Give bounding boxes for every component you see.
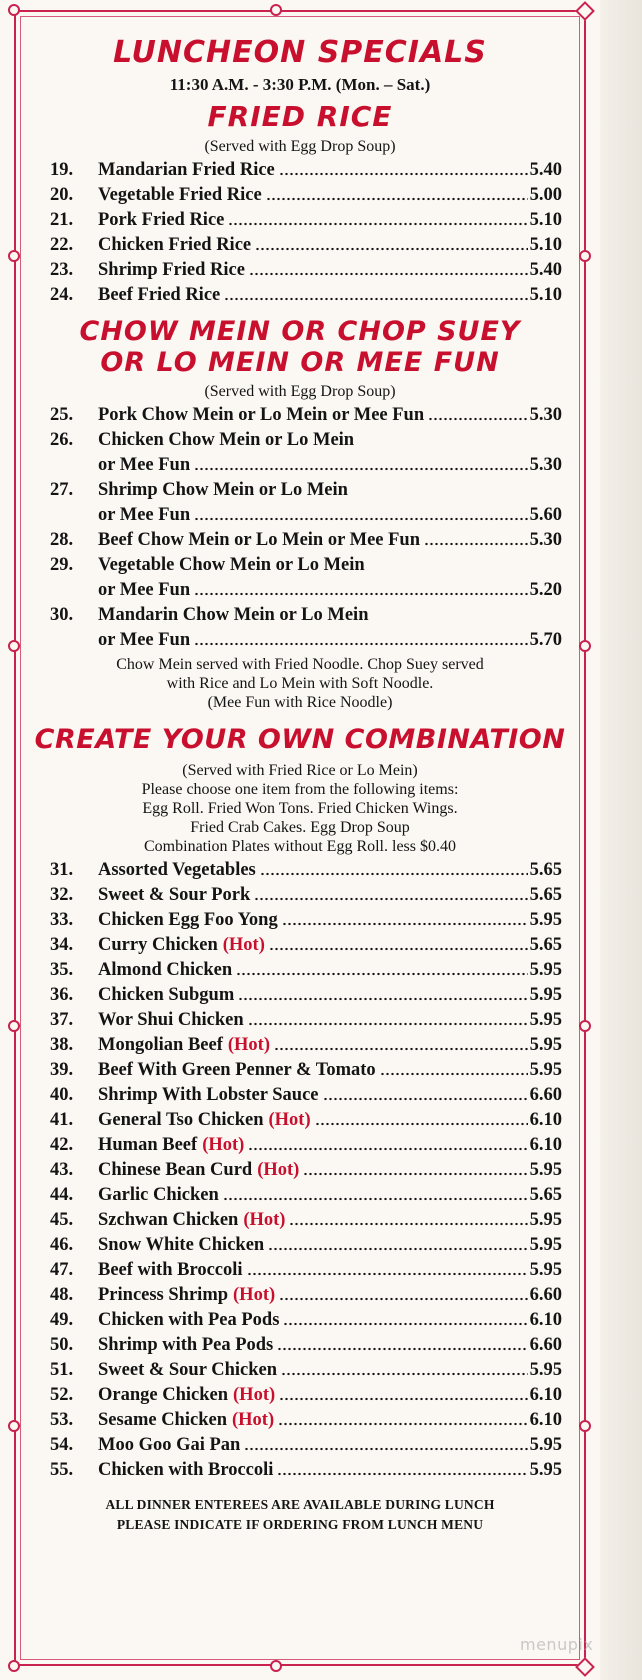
note-line: Please choose one item from the following items: xyxy=(141,780,459,798)
dot-leader xyxy=(238,996,527,1002)
item-number: 49. xyxy=(50,1309,74,1330)
item-name-text: Chicken Egg Foo Yong xyxy=(98,909,278,930)
dot-leader xyxy=(255,246,528,252)
item-name: Vegetable Chow Mein or Lo Mein xyxy=(98,554,365,575)
footnote-line: with Rice and Lo Mein with Soft Noodle. xyxy=(166,674,434,692)
item-name-text: Curry Chicken xyxy=(98,934,218,955)
item-price: 5.65 xyxy=(529,884,562,905)
dot-leader xyxy=(194,641,527,647)
menu-item xyxy=(30,908,570,933)
menu-item xyxy=(30,158,570,183)
dot-leader xyxy=(194,466,527,472)
dot-leader xyxy=(380,1071,528,1077)
item-price: 5.40 xyxy=(529,159,562,180)
item-number: 40. xyxy=(50,1084,74,1105)
item-name-text: Beef With Green Penner & Tomato xyxy=(98,1059,376,1080)
hot-label: (Hot) xyxy=(227,1034,270,1055)
section-footnote xyxy=(30,655,570,712)
item-name-text: Vegetable Fried Rice xyxy=(98,184,262,205)
menu-item xyxy=(30,528,570,553)
item-name xyxy=(98,183,262,208)
item-name xyxy=(98,158,275,183)
item-name xyxy=(98,958,232,983)
dot-leader xyxy=(266,196,528,202)
item-price: 6.10 xyxy=(529,1134,562,1155)
item-number: 38. xyxy=(50,1034,74,1055)
item-number: 31. xyxy=(50,859,74,880)
dot-leader xyxy=(274,1046,528,1052)
item-price: 6.60 xyxy=(529,1334,562,1355)
item-number: 19. xyxy=(50,159,74,180)
hot-label: (Hot) xyxy=(222,934,265,955)
item-name-text: Almond Chicken xyxy=(98,959,233,980)
note-line: Combination Plates without Egg Roll. less $0.40 xyxy=(144,837,456,855)
item-name-text: Sweet & Sour Pork xyxy=(98,884,251,905)
item-number: 20. xyxy=(50,184,74,205)
item-name-text: General Tso Chicken xyxy=(98,1109,264,1130)
hot-label: (Hot) xyxy=(257,1159,300,1180)
menu-item xyxy=(30,1133,570,1158)
item-price: 5.00 xyxy=(529,184,562,205)
top-ornament-icon xyxy=(270,4,282,16)
item-number: 48. xyxy=(50,1284,74,1305)
item-name-text: Assorted Vegetables xyxy=(98,859,256,880)
item-number: 51. xyxy=(50,1359,74,1380)
item-name-text: Shrimp With Lobster Sauce xyxy=(98,1084,319,1105)
dot-leader xyxy=(194,516,527,522)
section-title-line: OR LO MEIN OR MEE FUN xyxy=(100,346,500,378)
menu-item xyxy=(30,478,570,528)
section-note xyxy=(30,761,570,856)
item-name-text: Chicken Fried Rice xyxy=(98,234,252,255)
dot-leader xyxy=(249,271,528,277)
item-name xyxy=(98,1258,243,1283)
dot-leader xyxy=(248,1146,527,1152)
item-name xyxy=(98,983,234,1008)
hot-label: (Hot) xyxy=(268,1109,311,1130)
bottom-ornament-icon xyxy=(270,1660,282,1672)
item-price: 6.10 xyxy=(529,1309,562,1330)
menu-item xyxy=(30,1283,570,1308)
item-number: 29. xyxy=(50,554,74,575)
item-number: 43. xyxy=(50,1159,74,1180)
item-number: 23. xyxy=(50,259,74,280)
dot-leader xyxy=(303,1171,527,1177)
item-name-text: Chicken with Pea Pods xyxy=(98,1309,280,1330)
section-note: (Served with Egg Drop Soup) xyxy=(204,137,396,155)
menu-item xyxy=(30,403,570,428)
menu-item xyxy=(30,1108,570,1133)
item-name xyxy=(98,858,256,883)
menu-item xyxy=(30,883,570,908)
item-name xyxy=(98,1358,277,1383)
item-number: 50. xyxy=(50,1334,74,1355)
chow-mein-section xyxy=(30,316,570,712)
item-number: 55. xyxy=(50,1459,74,1480)
item-name-text: Sweet & Sour Chicken xyxy=(98,1359,278,1380)
item-name-continued: or Mee Fun xyxy=(98,579,191,600)
item-name-text: Pork Fried Rice xyxy=(98,209,225,230)
item-name-text: Moo Goo Gai Pan xyxy=(98,1434,241,1455)
item-name-text: Beef with Broccoli xyxy=(98,1259,243,1280)
dot-leader xyxy=(277,1471,527,1477)
item-price: 5.95 xyxy=(529,1459,562,1480)
item-name xyxy=(98,1133,244,1158)
item-number: 41. xyxy=(50,1109,74,1130)
side-ornament-icon xyxy=(579,1020,591,1032)
item-number: 35. xyxy=(50,959,74,980)
lunch-hours: 11:30 A.M. - 3:30 P.M. (Mon. – Sat.) xyxy=(169,74,431,94)
item-name xyxy=(98,1233,264,1258)
adjacent-page-bleed xyxy=(600,0,642,1680)
dot-leader xyxy=(268,1246,527,1252)
item-name xyxy=(98,233,251,258)
menu-item xyxy=(30,258,570,283)
item-price: 6.10 xyxy=(529,1409,562,1430)
item-price: 6.60 xyxy=(529,1284,562,1305)
item-name xyxy=(98,1108,311,1133)
side-ornament-icon xyxy=(579,250,591,262)
item-number: 34. xyxy=(50,934,74,955)
item-number: 26. xyxy=(50,429,74,450)
menu-item xyxy=(30,1383,570,1408)
menu-item-list xyxy=(30,403,570,653)
menu-item xyxy=(30,553,570,603)
item-number: 22. xyxy=(50,234,74,255)
menu-item xyxy=(30,1208,570,1233)
item-number: 47. xyxy=(50,1259,74,1280)
menu-item xyxy=(30,1033,570,1058)
item-number: 33. xyxy=(50,909,74,930)
item-name xyxy=(98,1308,279,1333)
menu-footer xyxy=(30,1495,570,1535)
item-number: 25. xyxy=(50,404,74,425)
item-name-text: Chinese Bean Curd xyxy=(98,1159,253,1180)
item-name xyxy=(98,1083,319,1108)
item-price: 5.20 xyxy=(529,579,562,600)
dot-leader xyxy=(282,921,528,927)
item-price: 5.65 xyxy=(529,934,562,955)
dot-leader xyxy=(248,1021,528,1027)
item-price: 5.10 xyxy=(529,209,562,230)
menu-item xyxy=(30,933,570,958)
item-name-continued: or Mee Fun xyxy=(98,629,191,650)
dot-leader xyxy=(424,541,528,547)
item-name-continued: or Mee Fun xyxy=(98,504,191,525)
item-name: Mandarin Chow Mein or Lo Mein xyxy=(98,604,369,625)
item-name-text: Mandarian Fried Rice xyxy=(98,159,275,180)
item-price: 5.95 xyxy=(529,984,562,1005)
menu-item-list xyxy=(30,858,570,1483)
item-price: 5.10 xyxy=(529,234,562,255)
fried-rice-section xyxy=(30,101,570,308)
item-name-text: Beef Fried Rice xyxy=(98,284,221,305)
item-number: 44. xyxy=(50,1184,74,1205)
item-number: 39. xyxy=(50,1059,74,1080)
item-number: 36. xyxy=(50,984,74,1005)
item-name-text: Mongolian Beef xyxy=(98,1034,223,1055)
section-note: (Served with Egg Drop Soup) xyxy=(204,382,396,400)
side-ornament-icon xyxy=(579,640,591,652)
item-number: 32. xyxy=(50,884,74,905)
menu-item xyxy=(30,1183,570,1208)
item-price: 5.30 xyxy=(529,529,562,550)
watermark: menupix xyxy=(520,1635,594,1654)
item-number: 42. xyxy=(50,1134,74,1155)
item-name-text: Beef Chow Mein or Lo Mein or Mee Fun xyxy=(98,529,420,550)
section-title: CREATE YOUR OWN COMBINATION xyxy=(34,723,566,755)
section-title-line: CHOW MEIN OR CHOP SUEY xyxy=(79,315,521,347)
item-name: Shrimp Chow Mein or Lo Mein xyxy=(98,479,348,500)
item-name xyxy=(98,1058,376,1083)
item-price: 6.10 xyxy=(529,1109,562,1130)
dot-leader xyxy=(279,1296,527,1302)
combination-section xyxy=(30,724,570,1483)
item-name xyxy=(98,283,220,308)
item-name xyxy=(98,933,265,958)
item-name-continued: or Mee Fun xyxy=(98,454,191,475)
item-name xyxy=(98,258,245,283)
menu-page xyxy=(30,30,570,1535)
item-price: 5.65 xyxy=(529,1184,562,1205)
menu-item xyxy=(30,1058,570,1083)
dot-leader xyxy=(323,1096,528,1102)
item-price: 5.70 xyxy=(529,629,562,650)
item-price: 5.95 xyxy=(529,1009,562,1030)
item-name-text: Garlic Chicken xyxy=(98,1184,219,1205)
dot-leader xyxy=(194,591,527,597)
dot-leader xyxy=(244,1446,527,1452)
dot-leader xyxy=(224,296,527,302)
item-price: 5.30 xyxy=(529,404,562,425)
dot-leader xyxy=(289,1221,527,1227)
dot-leader xyxy=(228,221,527,227)
dot-leader xyxy=(428,416,528,422)
side-ornament-icon xyxy=(579,1420,591,1432)
item-name xyxy=(98,908,278,933)
dot-leader xyxy=(260,871,528,877)
item-price: 5.95 xyxy=(529,1059,562,1080)
hot-label: (Hot) xyxy=(202,1134,245,1155)
dot-leader xyxy=(223,1196,528,1202)
dot-leader xyxy=(247,1271,528,1277)
item-name-text: Shrimp with Pea Pods xyxy=(98,1334,274,1355)
item-price: 5.95 xyxy=(529,1159,562,1180)
item-price: 5.95 xyxy=(529,1034,562,1055)
item-name xyxy=(98,1433,240,1458)
item-number: 53. xyxy=(50,1409,74,1430)
item-number: 45. xyxy=(50,1209,74,1230)
item-price: 5.95 xyxy=(529,1434,562,1455)
footer-line: PLEASE INDICATE IF ORDERING FROM LUNCH MENU xyxy=(116,1516,484,1532)
menu-item xyxy=(30,1433,570,1458)
item-number: 30. xyxy=(50,604,74,625)
item-price: 5.95 xyxy=(529,959,562,980)
item-name-text: Pork Chow Mein or Lo Mein or Mee Fun xyxy=(98,404,425,425)
item-name xyxy=(98,1158,299,1183)
footnote-line: (Mee Fun with Rice Noodle) xyxy=(207,693,393,711)
dot-leader xyxy=(269,946,528,952)
item-price: 5.30 xyxy=(529,454,562,475)
item-name-text: Snow White Chicken xyxy=(98,1234,265,1255)
corner-ornament-icon xyxy=(8,1660,20,1672)
item-number: 54. xyxy=(50,1434,74,1455)
menu-item xyxy=(30,1333,570,1358)
dot-leader xyxy=(281,1371,528,1377)
menu-item-list xyxy=(30,158,570,308)
item-name xyxy=(98,403,424,428)
menu-item xyxy=(30,1408,570,1433)
menu-item xyxy=(30,283,570,308)
item-name xyxy=(98,1183,219,1208)
menu-item xyxy=(30,183,570,208)
menu-item xyxy=(30,603,570,653)
section-title xyxy=(30,316,570,378)
item-number: 46. xyxy=(50,1234,74,1255)
item-name xyxy=(98,528,420,553)
side-ornament-icon xyxy=(8,1420,20,1432)
note-line: Egg Roll. Fried Won Tons. Fried Chicken Wings. xyxy=(142,799,458,817)
dot-leader xyxy=(254,896,527,902)
item-number: 24. xyxy=(50,284,74,305)
item-name xyxy=(98,1458,273,1483)
item-name xyxy=(98,1283,275,1308)
menu-item xyxy=(30,1258,570,1283)
side-ornament-icon xyxy=(8,250,20,262)
item-name xyxy=(98,1383,275,1408)
menu-item xyxy=(30,1158,570,1183)
item-number: 28. xyxy=(50,529,74,550)
menu-item xyxy=(30,858,570,883)
item-price: 5.95 xyxy=(529,1209,562,1230)
item-number: 27. xyxy=(50,479,74,500)
dot-leader xyxy=(283,1321,527,1327)
page-title: LUNCHEON SPECIALS xyxy=(113,35,487,70)
note-line: Fried Crab Cakes. Egg Drop Soup xyxy=(190,818,410,836)
item-name-text: Shrimp Fried Rice xyxy=(98,259,245,280)
note-line: (Served with Fried Rice or Lo Mein) xyxy=(182,761,418,779)
section-title: FRIED RICE xyxy=(207,99,393,133)
menu-item xyxy=(30,1308,570,1333)
item-name-text: Wor Shui Chicken xyxy=(98,1009,244,1030)
side-ornament-icon xyxy=(8,1020,20,1032)
item-price: 5.95 xyxy=(529,1234,562,1255)
item-price: 5.95 xyxy=(529,1359,562,1380)
side-ornament-icon xyxy=(8,640,20,652)
item-name xyxy=(98,1033,270,1058)
item-price: 5.95 xyxy=(529,909,562,930)
menu-item xyxy=(30,958,570,983)
item-name-text: Human Beef xyxy=(98,1134,198,1155)
item-price: 5.65 xyxy=(529,859,562,880)
dot-leader xyxy=(279,1396,527,1402)
hot-label: (Hot) xyxy=(232,1409,275,1430)
menu-item xyxy=(30,983,570,1008)
menu-item xyxy=(30,1458,570,1483)
hot-label: (Hot) xyxy=(233,1284,276,1305)
item-name xyxy=(98,1333,273,1358)
item-price: 5.95 xyxy=(529,1259,562,1280)
item-name-text: Chicken with Broccoli xyxy=(98,1459,274,1480)
item-name-text: Sesame Chicken xyxy=(98,1409,227,1430)
footer-line: ALL DINNER ENTEREES ARE AVAILABLE DURING LUNCH xyxy=(105,1496,495,1512)
item-name xyxy=(98,208,224,233)
dot-leader xyxy=(236,971,527,977)
menu-item xyxy=(30,1008,570,1033)
menu-item xyxy=(30,208,570,233)
menu-item xyxy=(30,428,570,478)
item-number: 52. xyxy=(50,1384,74,1405)
item-price: 5.40 xyxy=(529,259,562,280)
item-name-text: Princess Shrimp xyxy=(98,1284,229,1305)
item-price: 5.10 xyxy=(529,284,562,305)
dot-leader xyxy=(278,1421,528,1427)
item-name-text: Orange Chicken xyxy=(98,1384,229,1405)
item-name-text: Szchwan Chicken xyxy=(98,1209,239,1230)
hot-label: (Hot) xyxy=(243,1209,286,1230)
dot-leader xyxy=(315,1121,528,1127)
corner-ornament-icon xyxy=(8,4,20,16)
menu-item xyxy=(30,1233,570,1258)
item-name xyxy=(98,1208,285,1233)
item-name xyxy=(98,1008,244,1033)
hot-label: (Hot) xyxy=(233,1384,276,1405)
item-name xyxy=(98,883,250,908)
footnote-line: Chow Mein served with Fried Noodle. Chop Suey served xyxy=(116,655,484,673)
item-number: 37. xyxy=(50,1009,74,1030)
item-price: 6.60 xyxy=(529,1084,562,1105)
item-number: 21. xyxy=(50,209,74,230)
dot-leader xyxy=(279,171,528,177)
item-name: Chicken Chow Mein or Lo Mein xyxy=(98,429,355,450)
item-name xyxy=(98,1408,274,1433)
dot-leader xyxy=(277,1346,527,1352)
item-price: 5.60 xyxy=(529,504,562,525)
menu-item xyxy=(30,1358,570,1383)
item-name-text: Chicken Subgum xyxy=(98,984,235,1005)
menu-item xyxy=(30,233,570,258)
menu-item xyxy=(30,1083,570,1108)
item-price: 6.10 xyxy=(529,1384,562,1405)
